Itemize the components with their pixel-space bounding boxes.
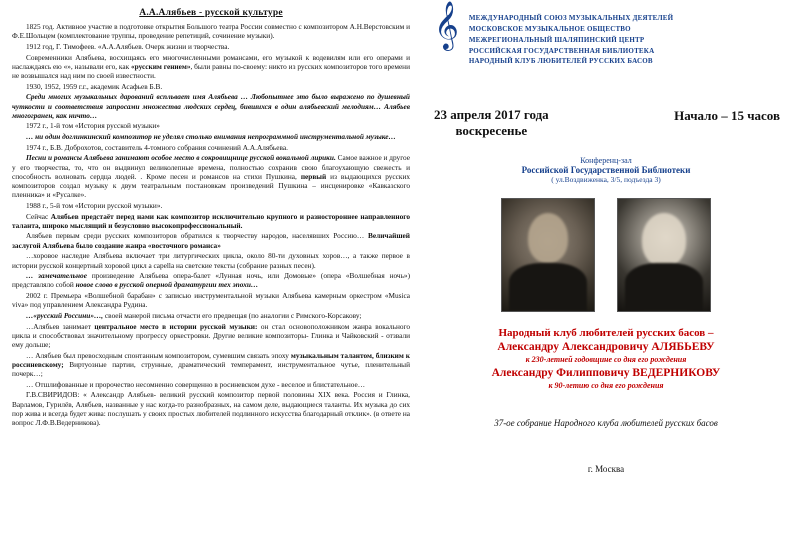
paragraph-text: … Отшлифованные и пророчество несомненно соверщенно в росиневском духе - веселое и блистательное… (26, 379, 366, 389)
paragraph (12, 251, 410, 269)
venue-hall: Конференц-зал (580, 155, 632, 165)
portrait-head-shape (642, 213, 686, 267)
paragraph-text: , были равны по-своему: никто из русских композиторов того времени не возвышался над ним по своей известности. (12, 61, 410, 80)
paragraph-text: Среди многих музыкальных дарований вспльвает имя Алябьева … Любопытнее это было выражено по душевный чуткости и соответствия запросами множества людских сердец, бившихся в один алябьевский мелодиям… Алябьев многогранен, как ничто… (12, 92, 410, 120)
paragraph-text: 1974 г., Б.В. Доброхотов, составитель 4-томного собрания сочинений А.А.Алябьева. (26, 142, 288, 152)
left-column-body (12, 22, 410, 427)
treble-clef-icon: 𝄞 (434, 0, 459, 49)
meeting-number: 37-ое собрание Народного клуба любителей русских басов (494, 417, 718, 428)
organizer-line: МЕЖРЕГИОНАЛЬНЫЙ ШАЛЯПИНСКИЙ ЦЕНТР (468, 35, 645, 44)
paragraph-text: …Алябьев занимает (26, 321, 95, 331)
paragraph (12, 231, 410, 249)
organizer-line: МЕЖДУНАРОДНЫЙ СОЮЗ МУЗЫКАЛЬНЫХ ДЕЯТЕЛЕЙ (468, 14, 674, 22)
paragraph (12, 322, 410, 350)
event-date-row (426, 107, 786, 140)
paragraph-text: из выдающихся русских композиторов создал музыку к двум театральным постановкам произведений Пушкина – инсценировке «Кавказского пленника» и «Русалке». (12, 171, 410, 200)
paragraph-text: первый (300, 171, 327, 181)
paragraph-text: новое слово в русской оперной драматургии тех эпохи… (75, 280, 259, 290)
paragraph (12, 201, 410, 210)
paragraph-text: Песни и романсы Алябьева занимают особое место в сокровищнице русской вокальной лирики. (26, 153, 336, 163)
event-date (434, 107, 549, 140)
left-column-title: А.А.Алябьев - русской культуре (139, 8, 283, 18)
paragraph-text: Г.В.СВИРИДОВ: « Александр Алябьев- великий русский композитор первой половины XIX века. Россия и Глинка, Варламов, Гурилёв, Алябьев, названные у нас когда-то разнобразных, на самом деле, выдающиеся таланты. Их музыка до сих пор жива и всегда будет жива: послушать у своих простых любителей подлинного искусства благодарный отклик». (в ответе на вопрос Л.Ф.В.Ведерникова). (12, 390, 410, 427)
organizer-line: МОСКОВСКОЕ МУЗЫКАЛЬНОЕ ОБЩЕСТВО (468, 24, 631, 33)
dedication-club: Народный клуб любителей русских басов – (498, 326, 714, 339)
paragraph-text: …«русский Россини»…, (26, 310, 104, 320)
paragraph-text: «русским гением» (131, 61, 191, 71)
dedication-anniversary-1: к 230-летней годовщине со дня его рождения (525, 354, 687, 364)
paragraph-text: Алябьев (50, 211, 79, 221)
paragraph-text: … ни один доглинкинский композитор не уделял столько внимания непрограммной инструментальной музыке… (26, 132, 396, 142)
paragraph-text: 1930, 1952, 1959 г.г., академик Асафьев Б.В. (26, 81, 163, 91)
event-date-text: 23 апреля 2017 года (434, 107, 549, 123)
paragraph-text: центральное место в истории русской музыки: (94, 321, 258, 331)
paragraph-text: …хоровое наследие Алябьева включает три литургических цикла, около 80-ти духовных хоров…, а также первое в истории русской концертный хоровой цикл a capella на светские тексты (собрание разных песен). (12, 251, 410, 270)
event-weekday-text: воскресенье (455, 123, 528, 139)
paragraph-text: Современники Алябьева, восхищаясь его многочисленными романсами, его музыкой к водевилям или его операми и наслаждаясь ею «», называли его, как (12, 52, 410, 71)
portrait-body-shape (625, 263, 703, 311)
paragraph-text: Сейчас (26, 211, 51, 221)
paragraph (12, 82, 410, 91)
paragraph-text: … Алябьев был превосходным спонтанным композитором, сумевшим связать эпоху (26, 350, 291, 360)
right-column (420, 0, 800, 552)
paragraph-text: 1912 год, Г. Тимофеев. «А.А.Алябьев. Очерк жизни и творчества. (26, 41, 230, 51)
portrait-head-shape (528, 213, 568, 263)
paragraph-text: 1825 год. Активное участие в подготовке открытия Большого театра России совместно с композитором А.Н.Верстовским и Ф.Е.Шольцем (комплектование труппы, проведение репетиций, сочинение музыки). (12, 22, 410, 41)
paragraph-text: 1972 г., 1-й том «История русской музыки» (26, 121, 160, 131)
portrait-vedernikov (617, 198, 711, 312)
paragraph-text: он стал основоположником жанра вокального цикла и способствовал значительному прогрессу оркестровки. Другие великие композиторы- Глинка и Чайковский - отзвали ему дольше; (12, 321, 411, 349)
organizer-line: РОССИЙСКАЯ ГОСУДАРСТВЕННАЯ БИБЛИОТЕКА (468, 46, 655, 55)
paragraph (12, 311, 410, 320)
paragraph (12, 351, 410, 379)
paragraph (12, 42, 410, 51)
paragraph (12, 271, 410, 289)
paragraph-text: 2002 г. Премьера «Волшебной барабан» с записью инструментальной музыки Алябьева камерным оркестром «Musica viva» под управлением Александра Рудина. (12, 291, 410, 310)
paragraph-text: произведение Алябьева опера-балет «Лунная ночь, или Домовые» (опера «Волшебная ночь») представляло собой (12, 271, 411, 290)
venue-address: ( ул.Воздвиженка, 3/5, подъезда 3) (551, 174, 661, 184)
paragraph-text: Виртуозные партии, струнные, драматический темперамент, инструментальное чутье, пленительный почерк…; (12, 359, 410, 379)
organizer-list (469, 10, 673, 67)
portraits-row (426, 198, 786, 312)
venue-block (426, 156, 786, 184)
paragraph (12, 53, 410, 81)
paragraph-text: 1988 г., 5-й том «Истории русской музыки». (26, 200, 163, 210)
paragraph (12, 390, 410, 427)
dedication-anniversary-2: к 90-летию со дня его рождения (548, 381, 664, 391)
paragraph (12, 143, 410, 152)
paragraph (12, 92, 410, 120)
paragraph-text: Самое важное и другое у его творчества, то, что он выдвинул великолепные времена, полностью сохранив свою благоухающую свежесть и способность волновать сердца людей. . Кроме песен и романсов на стихи Пушкина, (12, 153, 410, 181)
venue-institution: Российской Государственной Библиотеки (521, 164, 691, 175)
dedication-honoree-1: Александру Александровичу АЛЯБЬЕВУ (497, 341, 715, 354)
paragraph (12, 153, 410, 199)
paragraph-text: своей манерой письма отчасти его предвещая (по аналогии с Римского-Корсакову; (103, 310, 362, 320)
paragraph (12, 22, 410, 40)
paragraph (12, 212, 410, 230)
paragraph-text: предстаёт перед нами как композитор исключительно крупного и разностороннее направленного таланта, широко мыслящий и безусловно высокопрофессиональный. (12, 211, 410, 230)
organizers-block (434, 0, 786, 67)
paragraph (12, 291, 410, 309)
paragraph-text: Величайшей заслугой Алябьева было создание жанра «восточного романса» (12, 231, 410, 250)
paragraph-text: … замечательное (26, 271, 87, 281)
paragraph (12, 132, 410, 141)
paragraph (12, 121, 410, 130)
portrait-alyabyev (501, 198, 595, 312)
dedication-block (426, 326, 786, 392)
paragraph-text: Алябьев первым среди русских композиторов обратился к творчеству народов, населявших Россию… (26, 231, 369, 241)
portrait-body-shape (509, 263, 587, 311)
event-start-time: Начало – 15 часов (674, 108, 780, 124)
city-label: г. Москва (587, 463, 625, 474)
organizer-line: НАРОДНЫЙ КЛУБ ЛЮБИТЕЛЕЙ РУССКИХ БАСОВ (468, 57, 653, 66)
paragraph (12, 380, 410, 389)
dedication-honoree-2: Александру Филипповичу ВЕДЕРНИКОВУ (491, 367, 721, 380)
paragraph-text: музыкальным талантом, близким к россиневскому; (12, 350, 410, 369)
